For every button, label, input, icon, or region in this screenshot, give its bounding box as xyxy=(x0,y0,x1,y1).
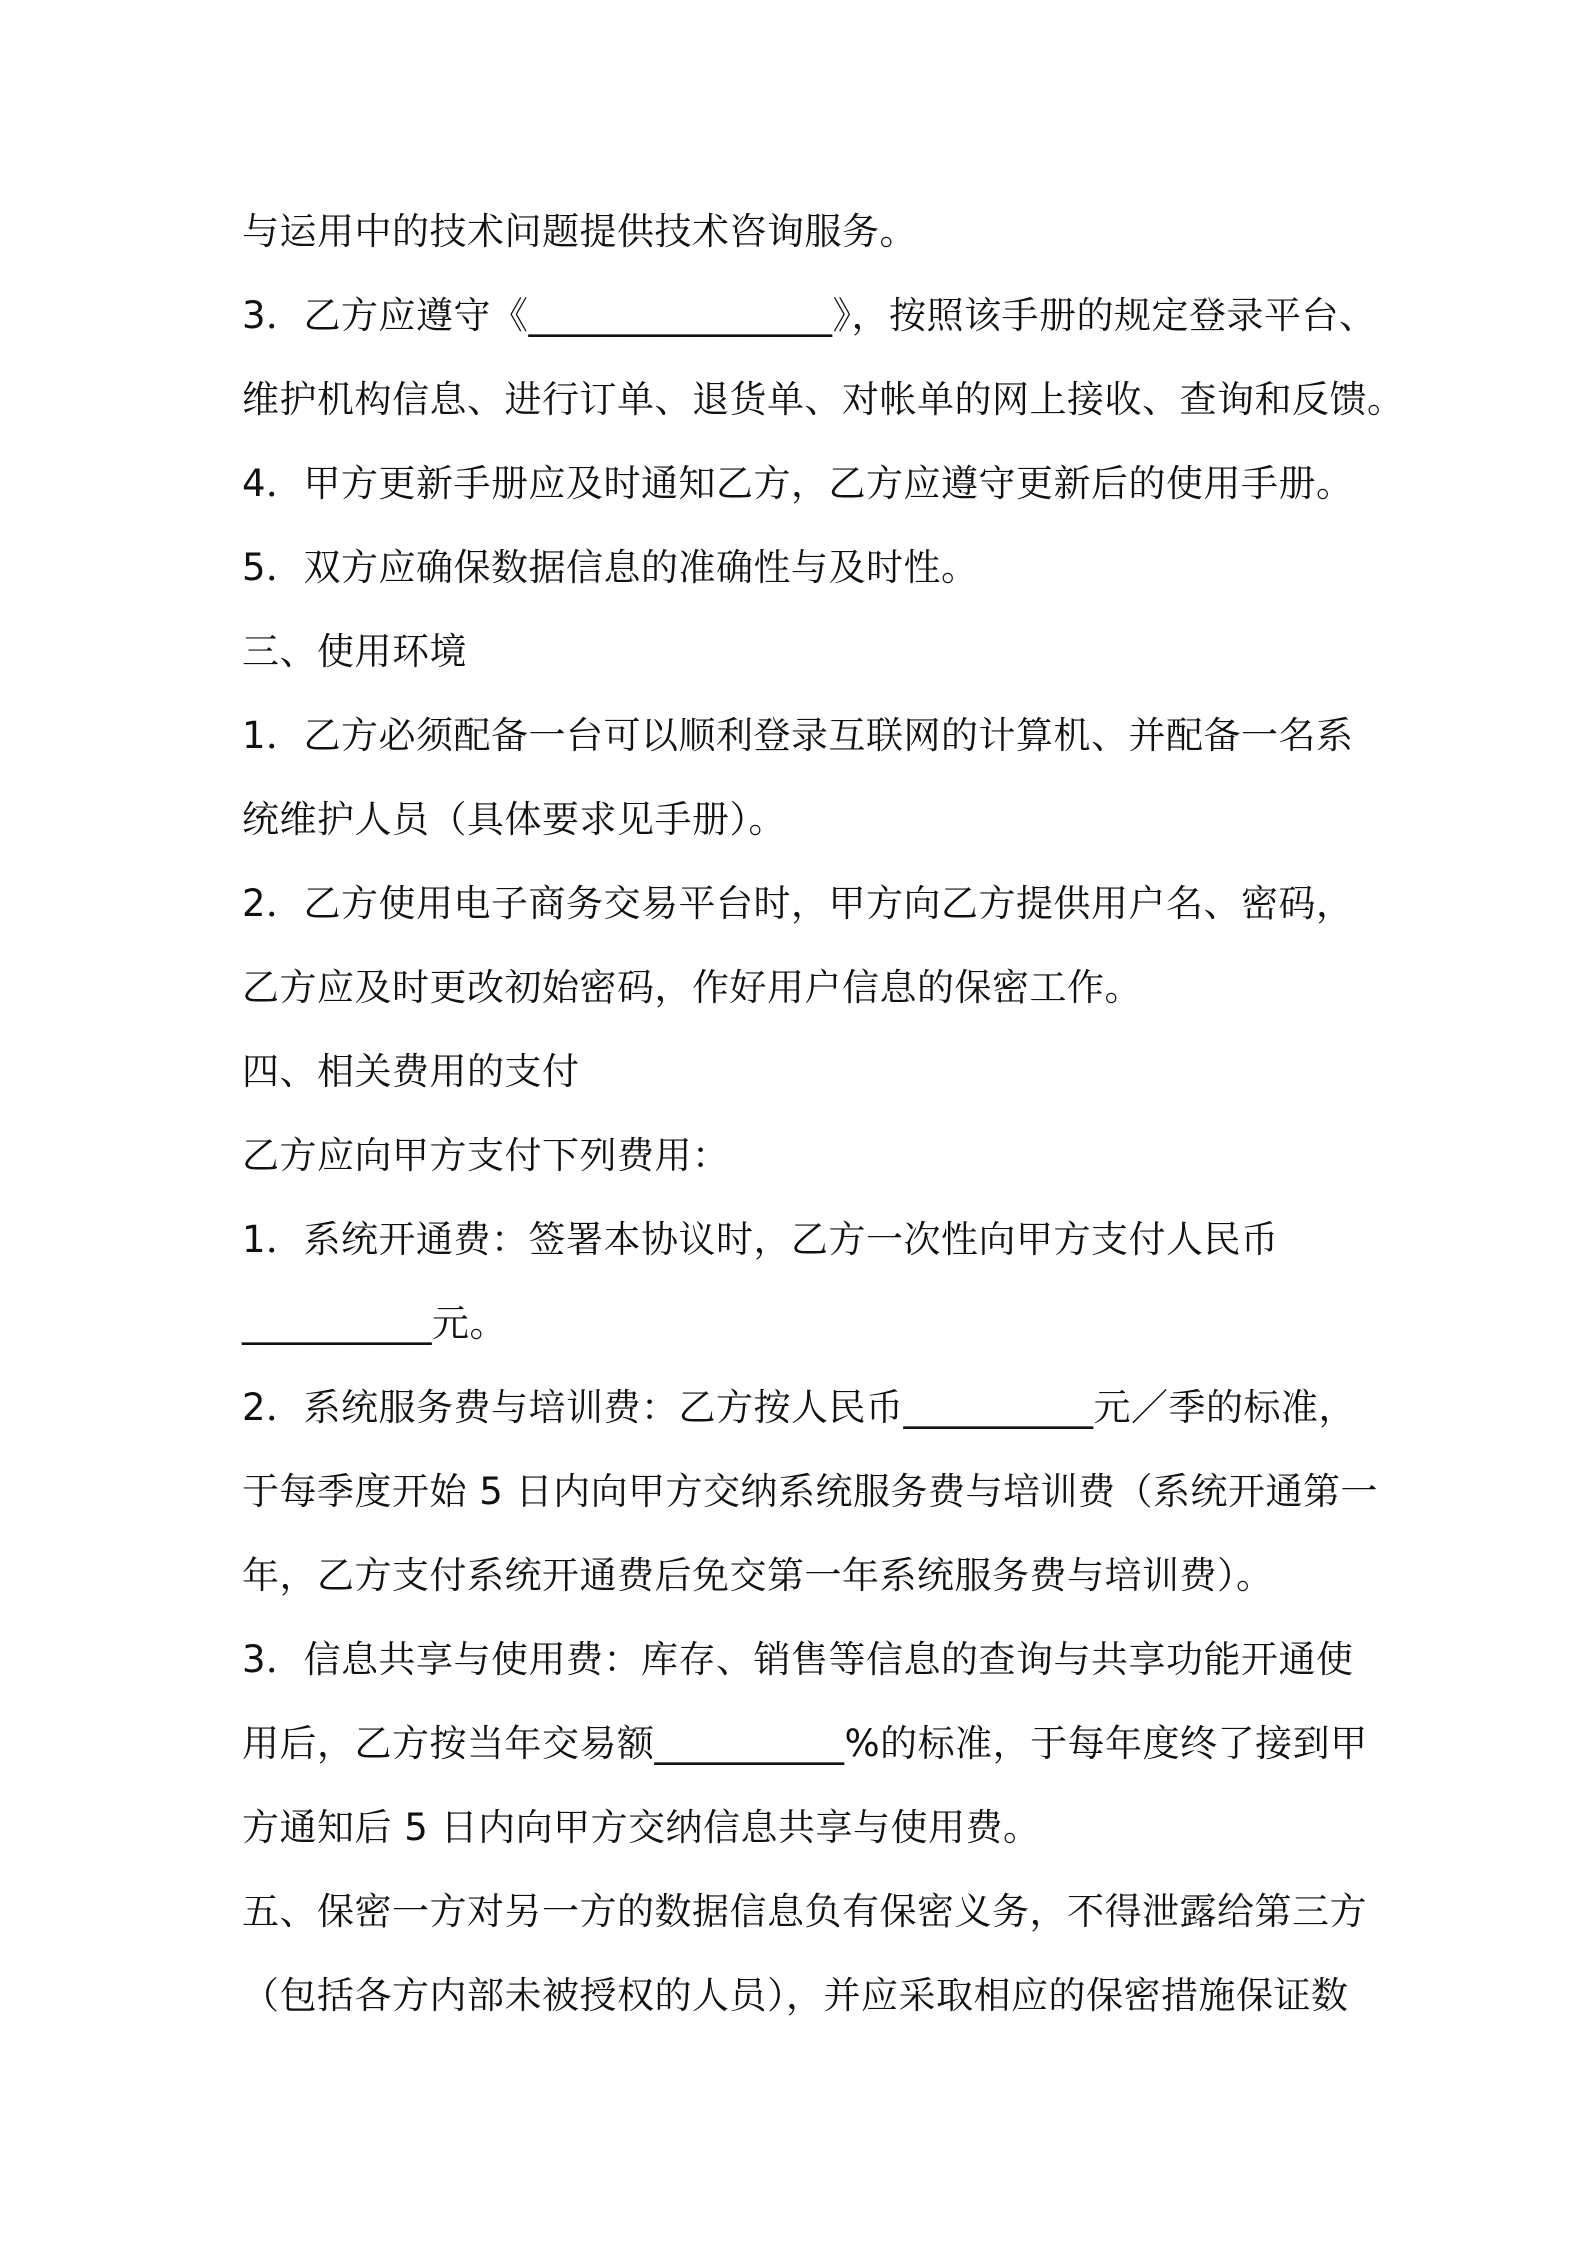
text-line: 2．乙方使用电子商务交易平台时，甲方向乙方提供用户名、密码， xyxy=(242,882,1354,925)
text-line: 乙方应向甲方支付下列费用： xyxy=(242,1134,730,1177)
text-line: 维护机构信息、进行订单、退货单、对帐单的网上接收、查询和反馈。 xyxy=(242,378,1405,421)
text-line: 与运用中的技术问题提供技术咨询服务。 xyxy=(242,210,917,253)
text-line: 3．信息共享与使用费：库存、销售等信息的查询与共享功能开通使 xyxy=(242,1638,1354,1681)
text-line: 3．乙方应遵守《________________》，按照该手册的规定登录平台、 xyxy=(242,294,1377,337)
section-heading: 四、相关费用的支付 xyxy=(242,1050,580,1093)
text-line: 2．系统服务费与培训费：乙方按人民币__________元／季的标准， xyxy=(242,1386,1357,1429)
text-line: 统维护人员（具体要求见手册）。 xyxy=(242,798,786,841)
section-heading: 三、使用环境 xyxy=(242,630,467,673)
text-line: 于每季度开始 5 日内向甲方交纳系统服务费与培训费（系统开通第一 xyxy=(242,1470,1379,1513)
text-line: 用后，乙方按当年交易额__________%的标准，于每年度终了接到甲 xyxy=(242,1722,1368,1765)
text-line: 年，乙方支付系统开通费后免交第一年系统服务费与培训费）。 xyxy=(242,1554,1274,1597)
text-line: （包括各方内部未被授权的人员），并应采取相应的保密措施保证数 xyxy=(242,1974,1349,2017)
text-line: 5．双方应确保数据信息的准确性与及时性。 xyxy=(242,546,979,589)
text-line: 1．系统开通费：签署本协议时，乙方一次性向甲方支付人民币 xyxy=(242,1218,1279,1261)
text-line: __________元。 xyxy=(242,1302,507,1345)
text-line: 1．乙方必须配备一台可以顺利登录互联网的计算机、并配备一名系 xyxy=(242,714,1354,757)
text-line: 4．甲方更新手册应及时通知乙方，乙方应遵守更新后的使用手册。 xyxy=(242,462,1354,505)
text-line: 乙方应及时更改初始密码，作好用户信息的保密工作。 xyxy=(242,966,1142,1009)
document-body xyxy=(242,190,1405,2038)
section-heading: 五、保密一方对另一方的数据信息负有保密义务，不得泄露给第三方 xyxy=(242,1890,1367,1933)
text-line: 方通知后 5 日内向甲方交纳信息共享与使用费。 xyxy=(242,1806,1041,1849)
